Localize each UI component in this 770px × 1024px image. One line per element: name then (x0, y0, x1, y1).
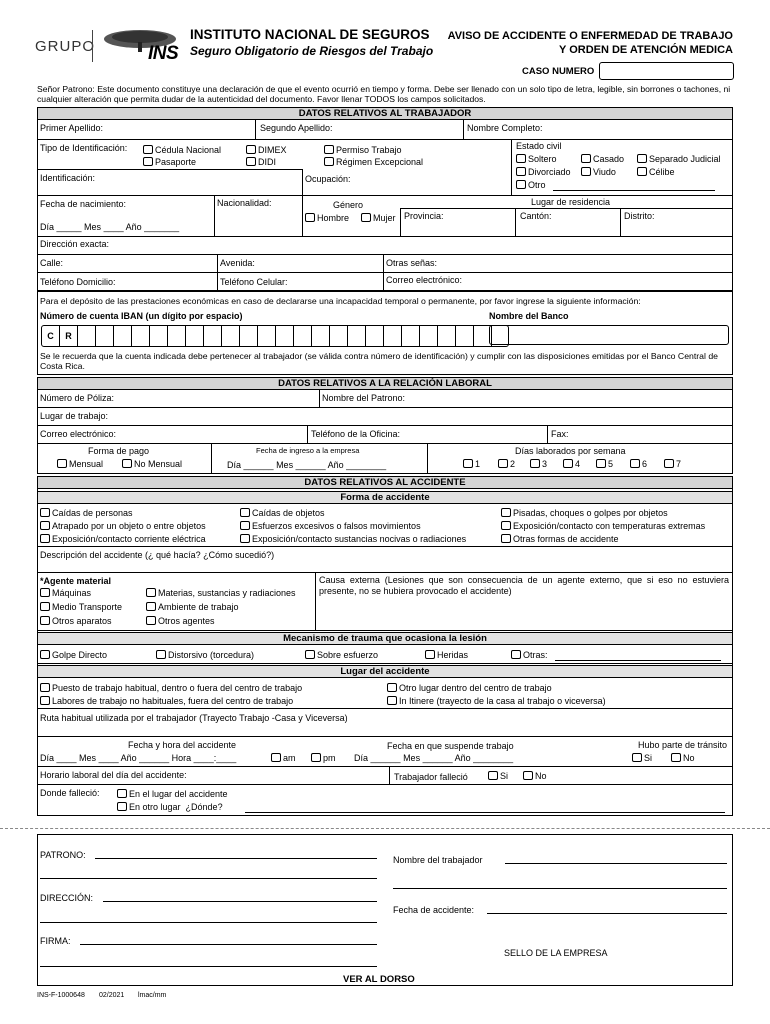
fallecio-no-checkbox[interactable]: No (523, 771, 547, 781)
lugar-trabajo-label[interactable]: Lugar de trabajo: (40, 411, 109, 421)
otro-checkbox[interactable]: Otro (516, 180, 546, 190)
ocupacion-label[interactable]: Ocupación: (305, 174, 351, 184)
hombre-checkbox[interactable]: Hombre (305, 213, 349, 223)
fecha-ingreso-label: Fecha de ingreso a la empresa (256, 446, 360, 455)
agente-material-label: *Agente material (40, 576, 112, 586)
forma-accidente-header: Forma de accidente (37, 491, 733, 504)
intro-text: Señor Patrono: Este documento constituye una declaración de que el evento ocurrió en tiempo y forma. Debe ser llenado con un solo tipo de letra, legible, sin borrones o tachones, ni cualquier alteración que permita dudar de la autenticidad del documento. Favor llenar TODOS los campos solicitados. (37, 84, 731, 104)
lugar-residencia-label: Lugar de residencia (531, 197, 611, 207)
regimen-checkbox[interactable]: Régimen Excepcional (324, 157, 423, 167)
permiso-checkbox[interactable]: Permiso Trabajo (324, 145, 402, 155)
fecha-accidente-label: Fecha de accidente: (393, 905, 475, 915)
no-mensual-checkbox[interactable]: No Mensual (122, 459, 182, 469)
soltero-checkbox[interactable]: Soltero (516, 154, 557, 164)
descripcion-label[interactable]: Descripción del accidente (¿ qué hacía? ¿Cómo sucedió?) (40, 550, 275, 560)
fecha-suspende-label: Fecha en que suspende trabajo (387, 741, 514, 751)
didi-checkbox[interactable]: DIDI (246, 157, 276, 167)
agente-item-3[interactable]: Ambiente de trabajo (146, 602, 239, 612)
mujer-checkbox[interactable]: Mujer (361, 213, 396, 223)
nombre-patrono-label[interactable]: Nombre del Patrono: (322, 393, 406, 403)
celibe-checkbox[interactable]: Célibe (637, 167, 675, 177)
forma-item-3[interactable]: Atrapado por un objeto o entre objetos (40, 521, 206, 531)
iban-label: Número de cuenta IBAN (un dígito por espacio) (40, 311, 243, 321)
form-code: INS-F-1000648 (37, 992, 85, 999)
logo-divider (92, 30, 93, 62)
fallecio-label: Trabajador falleció (394, 772, 468, 782)
fecha-hora-label: Fecha y hora del accidente (128, 740, 237, 750)
recuerda-text: Se le recuerda que la cuenta indicada debe pertenecer al trabajador (se válida contra número de identificación) y cumplir con las disposiciones emitidas por el Banco Central de Costa Rica. (40, 351, 719, 371)
forma-pago-label: Forma de pago (88, 446, 150, 456)
nombre-trabajador-field[interactable] (505, 863, 727, 864)
form-initials: lmac/mm (138, 992, 167, 999)
lugar-accidente-header: Lugar del accidente (37, 665, 733, 678)
en-lugar-checkbox[interactable]: En el lugar del accidente (117, 789, 228, 799)
iban-cell-c: C (42, 326, 60, 346)
agente-item-0[interactable]: Máquinas (40, 588, 91, 598)
correo-worker-label[interactable]: Correo electrónico: (386, 275, 463, 285)
otras-senas-label[interactable]: Otras señas: (386, 258, 438, 268)
lugar-item-3[interactable]: In Itinere (trayecto de la casa al trabajo o viceversa) (387, 696, 606, 706)
fecha-suspende-field[interactable]: Día ______ Mes ______ Año ________ (354, 753, 514, 763)
mecanismo-item-3[interactable]: Heridas (425, 650, 468, 660)
direccion-label: DIRECCIÓN: (40, 893, 94, 903)
slip-section (37, 834, 733, 986)
section-labor-header: DATOS RELATIVOS A LA RELACIÓN LABORAL (37, 377, 733, 390)
nombre-completo-label[interactable]: Nombre Completo: (467, 123, 543, 133)
nombre-trabajador-label: Nombre del trabajador (393, 855, 483, 865)
transito-si-checkbox[interactable]: Si (632, 753, 652, 763)
mensual-checkbox[interactable]: Mensual (57, 459, 103, 469)
mecanismo-item-0[interactable]: Golpe Directo (40, 650, 107, 660)
agente-item-1[interactable]: Materias, sustancias y radiaciones (146, 588, 296, 598)
canton-label[interactable]: Cantón: (520, 211, 552, 221)
correo-labor-label[interactable]: Correo electrónico: (40, 429, 117, 439)
section-worker-header: DATOS RELATIVOS AL TRABAJADOR (37, 107, 733, 120)
avenida-label[interactable]: Avenida: (220, 258, 255, 268)
dia-2-checkbox[interactable]: 2 (498, 459, 515, 469)
patrono-field[interactable] (95, 858, 377, 859)
pasaporte-checkbox[interactable]: Pasaporte (143, 157, 196, 167)
tipo-id-label: Tipo de Identificación: (40, 143, 128, 153)
banco-label: Nombre del Banco (489, 311, 569, 321)
dias-laborados-label: Días laborados por semana (515, 446, 626, 456)
forma-item-8[interactable]: Otras formas de accidente (501, 534, 619, 544)
fecha-nac-dia[interactable]: Día _____ Mes ____ Año _______ (40, 222, 180, 232)
iban-cell-r: R (60, 326, 78, 346)
ruta-habitual-label[interactable]: Ruta habitual utilizada por el trabajador (Trayecto Trabajo -Casa y Viceversa) (40, 713, 348, 723)
poliza-label[interactable]: Número de Póliza: (40, 393, 115, 403)
caso-numero-label: CASO NUMERO (522, 66, 595, 77)
ins-logo-text: INS (148, 43, 179, 64)
dimex-checkbox[interactable]: DIMEX (246, 145, 287, 155)
nacionalidad-label[interactable]: Nacionalidad: (217, 198, 272, 208)
identificacion-label[interactable]: Identificación: (40, 173, 96, 183)
forma-item-4[interactable]: Esfuerzos excesivos o falsos movimientos (240, 521, 421, 531)
calle-label[interactable]: Calle: (40, 258, 64, 268)
firma-field[interactable] (80, 944, 377, 945)
banco-field[interactable] (489, 325, 729, 345)
fecha-ingreso-field[interactable]: Día ______ Mes ______ Año ________ (227, 460, 387, 470)
direccion-field[interactable] (103, 901, 377, 902)
forma-item-6[interactable]: Exposición/contacto corriente eléctrica (40, 534, 206, 544)
form-date: 02/2021 (99, 992, 125, 999)
mecanismo-header: Mecanismo de trauma que ocasiona la lesión (37, 632, 733, 645)
estado-civil-label: Estado civil (516, 141, 562, 151)
mecanismo-item-2[interactable]: Sobre esfuerzo (305, 650, 378, 660)
dia-3-checkbox[interactable]: 3 (530, 459, 547, 469)
forma-item-2[interactable]: Pisadas, choques o golpes por objetos (501, 508, 668, 518)
section-accident-header: DATOS RELATIVOS AL ACCIDENTE (37, 476, 733, 489)
dia-4-checkbox[interactable]: 4 (563, 459, 580, 469)
institute-name: INSTITUTO NACIONAL DE SEGUROS (190, 27, 430, 42)
iban-cells[interactable] (41, 325, 509, 347)
sello-empresa-label: SELLO DE LA EMPRESA (504, 948, 608, 958)
telefono-celular-label[interactable]: Teléfono Celular: (220, 277, 288, 287)
telefono-domicilio-label[interactable]: Teléfono Domicilio: (40, 277, 116, 287)
provincia-label[interactable]: Provincia: (404, 211, 444, 221)
fecha-nacimiento-label[interactable]: Fecha de nacimiento: (40, 199, 127, 209)
fallecio-si-checkbox[interactable]: Si (488, 771, 508, 781)
lugar-item-2[interactable]: Labores de trabajo no habituales, fuera del centro de trabajo (40, 696, 293, 706)
dia-6-checkbox[interactable]: 6 (630, 459, 647, 469)
am-checkbox[interactable]: am (271, 753, 296, 763)
segundo-apellido-label[interactable]: Segundo Apellido: (260, 123, 333, 133)
cedula-checkbox[interactable]: Cédula Nacional (143, 145, 221, 155)
form-title-line2: Y ORDEN DE ATENCIÓN MEDICA (559, 44, 733, 56)
lugar-item-1[interactable]: Otro lugar dentro del centro de trabajo (387, 683, 552, 693)
mecanismo-item-1[interactable]: Distorsivo (torcedura) (156, 650, 254, 660)
horario-laboral-label[interactable]: Horario laboral del día del accidente: (40, 770, 187, 780)
mecanismo-item-4[interactable]: Otras: (511, 650, 548, 660)
cut-line (0, 828, 770, 829)
ver-dorso-label: VER AL DORSO (343, 974, 415, 985)
agente-item-4[interactable]: Otros aparatos (40, 616, 112, 626)
separado-checkbox[interactable]: Separado Judicial (637, 154, 721, 164)
firma-label: FIRMA: (40, 936, 71, 946)
transito-label: Hubo parte de tránsito (638, 740, 728, 750)
causa-externa-text[interactable]: Causa externa (Lesiones que son consecuencia de un agente externo, que si eso no estuviera presente, no se hubiera provocado el accidente) (319, 575, 729, 596)
patrono-label: PATRONO: (40, 850, 86, 860)
dia-1-checkbox[interactable]: 1 (463, 459, 480, 469)
fecha-hora-field[interactable]: Día ____ Mes ____ Año ______ Hora ____:____ (40, 753, 237, 763)
caso-numero-field[interactable] (599, 62, 734, 80)
grupo-text: GRUPO (35, 38, 96, 55)
viudo-checkbox[interactable]: Viudo (581, 167, 616, 177)
forma-item-1[interactable]: Caídas de objetos (240, 508, 325, 518)
fax-label[interactable]: Fax: (551, 429, 569, 439)
forma-item-5[interactable]: Exposición/contacto con temperaturas extremas (501, 521, 705, 531)
transito-no-checkbox[interactable]: No (671, 753, 695, 763)
donde-fallecio-label: Donde falleció: (40, 788, 100, 798)
form-title-line1: AVISO DE ACCIDENTE O ENFERMEDAD DE TRABAJO (447, 30, 733, 42)
dia-7-checkbox[interactable]: 7 (664, 459, 681, 469)
primer-apellido-label[interactable]: Primer Apellido: (40, 123, 104, 133)
divorciado-checkbox[interactable]: Divorciado (516, 167, 571, 177)
distrito-label[interactable]: Distrito: (624, 211, 655, 221)
casado-checkbox[interactable]: Casado (581, 154, 624, 164)
otro-lugar-checkbox[interactable]: En otro lugar ¿Dónde? (117, 802, 223, 812)
pm-checkbox[interactable]: pm (311, 753, 336, 763)
lugar-item-0[interactable]: Puesto de trabajo habitual, dentro o fuera del centro de trabajo (40, 683, 302, 693)
deposito-text: Para el depósito de las prestaciones económicas en caso de declararse una incapacidad temporal o permanente, por favor ingrese la siguiente información: (40, 296, 641, 306)
forma-item-7[interactable]: Exposición/contacto sustancias nocivas o radiaciones (240, 534, 466, 544)
telefono-oficina-label[interactable]: Teléfono de la Oficina: (311, 429, 401, 439)
agente-item-2[interactable]: Medio Transporte (40, 602, 122, 612)
fecha-accidente-field[interactable] (487, 913, 727, 914)
agente-item-5[interactable]: Otros agentes (146, 616, 215, 626)
direccion-exacta-label[interactable]: Dirección exacta: (40, 239, 110, 249)
institute-subtitle: Seguro Obligatorio de Riesgos del Trabajo (190, 44, 434, 58)
dia-5-checkbox[interactable]: 5 (596, 459, 613, 469)
forma-item-0[interactable]: Caídas de personas (40, 508, 133, 518)
genero-label: Género (333, 200, 364, 210)
